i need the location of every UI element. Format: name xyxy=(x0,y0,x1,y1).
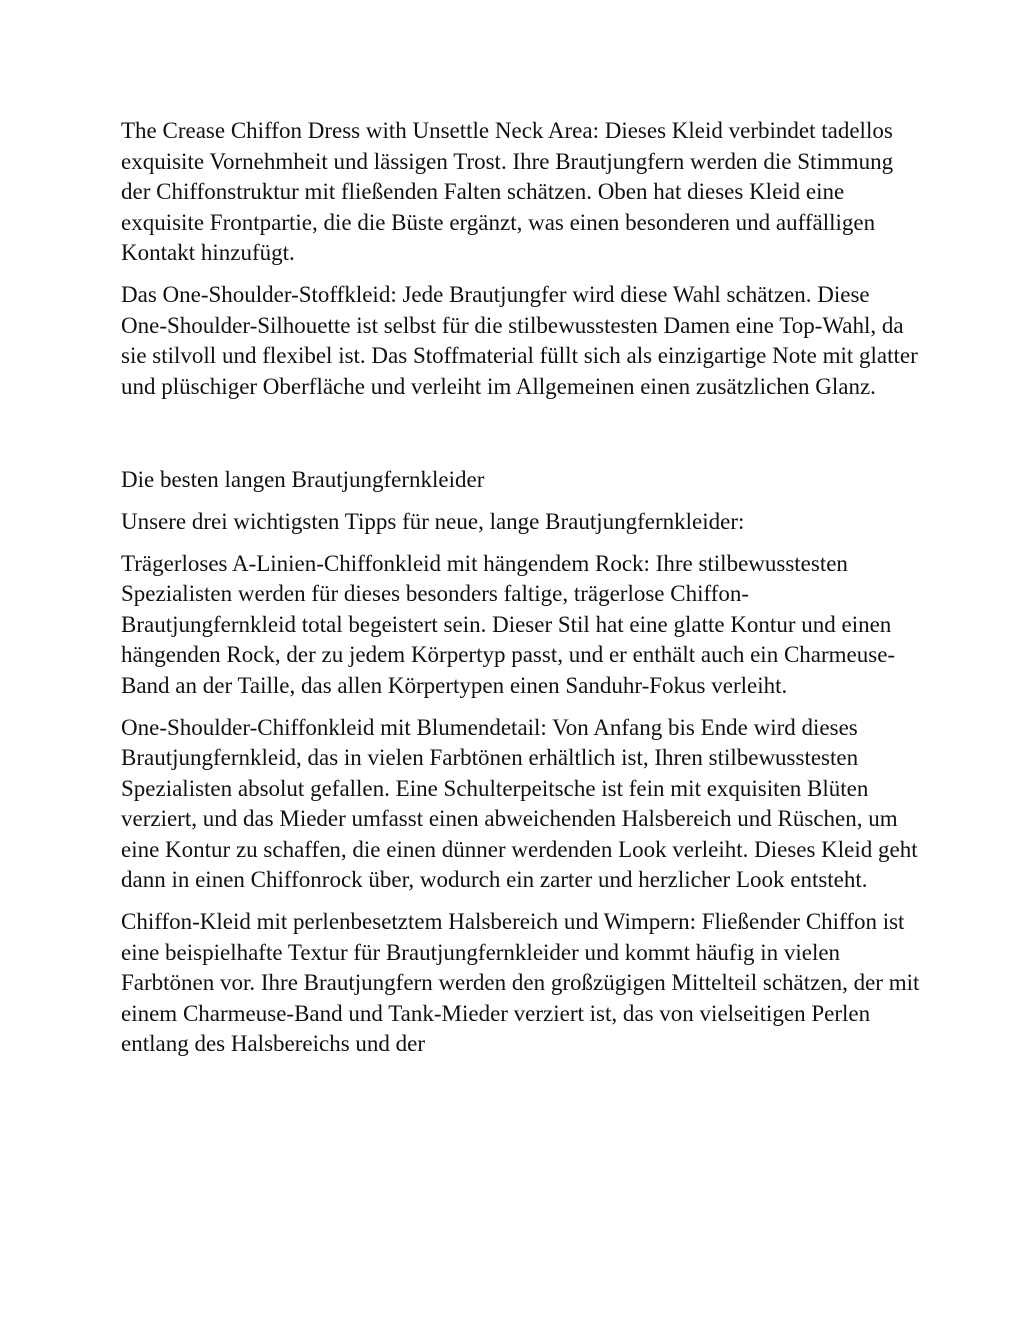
paragraph-strapless-a-line-dress: Trägerloses A-Linien-Chiffonkleid mit hängendem Rock: Ihre stilbewusstesten Spezialisten werden für dieses besonders faltige, trägerlose Chiffon-Brautjungfernkleid total begeistert sein. Dieser Stil hat eine glatte Kontur und einen hängenden Rock, der zu jedem Körpertyp passt, und er enthält auch ein Charmeuse-Band an der Taille, das allen Körpertypen einen Sanduhr-Fokus verleiht. xyxy=(121,550,896,698)
paragraph-crease-chiffon-dress: The Crease Chiffon Dress with Unsettle Neck Area: Dieses Kleid verbindet tadellos exquisite Vornehmheit und lässigen Trost. Ihre Brautjungfern werden die Stimmung der Chiffonstruktur mit fließenden Falten schätzen. Oben hat dieses Kleid eine exquisite Frontpartie, die die Büste ergänzt, was einen besonderen und auffälligen Kontakt hinzufügt. xyxy=(121,118,894,266)
paragraph-one-shoulder-fabric-dress: Das One-Shoulder-Stoffkleid: Jede Brautjungfer wird diese Wahl schätzen. Diese One-Shoulder-Silhouette ist selbst für die stilbewusstesten Damen eine Top-Wahl, da sie stilvoll und flexibel ist. Das Stoffmaterial füllt sich als einzigartige Note mit glatter und plüschiger Oberfläche und verleiht im Allgemeinen einen zusätzlichen Glanz. xyxy=(121,281,918,399)
section-heading: Die besten langen Brautjungfernkleider xyxy=(121,467,485,493)
paragraph-one-shoulder-flower-dress: One-Shoulder-Chiffonkleid mit Blumendetail: Von Anfang bis Ende wird dieses Brautjungfernkleid, das in vielen Farbtönen erhältlich ist, Ihren stilbewusstesten Spezialisten absolut gefallen. Eine Schulterpeitsche ist fein mit exquisiten Blüten verziert, und das Mieder umfasst einen abweichenden Halsbereich und Rüschen, um eine Kontur zu schaffen, die einen dünner werdenden Look verleiht. Dieses Kleid geht dann in einen Chiffonrock über, wodurch ein zarter und herzlicher Look entsteht. xyxy=(121,714,918,893)
section-spacer xyxy=(121,413,921,465)
document-body xyxy=(121,116,921,1071)
paragraph-beaded-neck-chiffon-dress: Chiffon-Kleid mit perlenbesetztem Halsbereich und Wimpern: Fließender Chiffon ist eine beispielhafte Textur für Brautjungfernkleider und kommt häufig in vielen Farbtönen vor. Ihre Brautjungfern werden den großzügigen Mittelteil schätzen, der mit einem Charmeuse-Band und Tank-Mieder verziert ist, das von vielseitigen Perlen entlang des Halsbereichs und der xyxy=(121,909,920,1057)
paragraph-top-tips-intro: Unsere drei wichtigsten Tipps für neue, lange Brautjungfernkleider: xyxy=(121,508,745,534)
